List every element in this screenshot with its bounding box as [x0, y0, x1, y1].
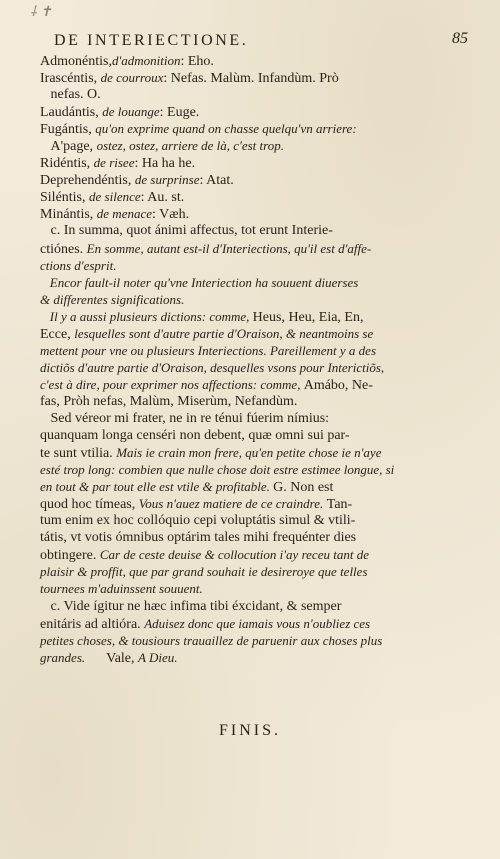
french-gloss: A Dieu. [138, 649, 178, 665]
french-gloss: petites choses, & tousiours trauaillez de paruenir aux choses plus [40, 632, 383, 648]
latin-text: Heus, Heu, Eia, En, [252, 309, 364, 325]
french-gloss: esté trop long: combien que nulle chose doit estre estimee longue, si [40, 462, 395, 478]
french-gloss: de courroux [100, 70, 164, 86]
text-line [40, 137, 468, 154]
text-line [40, 615, 468, 632]
text-line [40, 86, 468, 103]
text-line [40, 240, 468, 257]
french-gloss: Encor fault-il noter qu'vne Interiection ha souuent diuerses [40, 274, 359, 290]
marginal-mark: ⸸ ✝ [30, 5, 52, 20]
french-gloss: d'admonition [111, 53, 181, 68]
text-line [40, 563, 468, 580]
text-line [40, 632, 468, 649]
page-header [44, 30, 472, 54]
latin-text: : Eho. [180, 54, 214, 69]
french-gloss: de louange [102, 104, 160, 120]
french-gloss: mettent pour vne ou plusieurs Interiections. Pareillement y a des [40, 342, 377, 358]
text-line [40, 52, 468, 69]
latin-text: te sunt vtilia. [40, 446, 117, 462]
page-number: 85 [452, 30, 468, 47]
french-gloss: plaisir & proffit, que par grand souhait ie desireroye que telles [40, 564, 368, 580]
french-gloss: dictiõs d'autre partie d'Oraison, desquelles vsons pour Interictiõs, [40, 359, 385, 375]
latin-text: Ridéntis, [40, 156, 94, 172]
french-gloss: grandes. [40, 649, 86, 665]
text-line [40, 325, 468, 342]
latin-text: : Au. st. [140, 190, 185, 206]
latin-text: Amábo, Ne- [303, 377, 373, 393]
latin-text: Irascéntis, [40, 71, 101, 87]
text-line [40, 69, 468, 86]
latin-text: G. Non est [273, 480, 334, 496]
french-gloss: de risee [93, 155, 135, 171]
text-line [40, 308, 468, 325]
french-gloss: de surprinse [134, 172, 200, 188]
latin-text: nefas. O. [40, 87, 101, 103]
latin-text: Sed véreor mi frater, ne in re ténui fúerim nímius: [40, 410, 330, 426]
text-line [40, 359, 468, 376]
text-line [40, 529, 468, 546]
text-line [40, 188, 468, 205]
text-line [40, 410, 468, 427]
latin-text: Tan- [323, 497, 353, 513]
latin-text: : Væh. [152, 207, 190, 223]
latin-text: Ecce, [40, 326, 75, 342]
french-gloss: En somme, autant est-il d'Interiections, qu'il est d'affe- [86, 240, 372, 256]
text-line [40, 495, 468, 512]
text-line [40, 546, 468, 563]
french-gloss: de silence [89, 189, 141, 205]
latin-text: : Euge. [159, 105, 200, 121]
latin-text: ctiónes. [40, 241, 87, 257]
french-gloss: Aduisez donc que iamais vous n'oubliez ces [144, 615, 371, 631]
french-gloss: tournees m'aduinssent souuent. [40, 581, 203, 597]
latin-text: tátis, vt votis ómnibus optárim tales mihi frequénter dies [40, 530, 357, 546]
latin-text: tum enim ex hoc collóquio cepi voluptátis simul & vtili- [40, 513, 356, 529]
latin-text: Siléntis, [40, 190, 90, 206]
text-line [40, 257, 468, 274]
text-line [40, 393, 468, 410]
text-line [40, 598, 468, 615]
body-text [40, 52, 468, 666]
text-line [40, 205, 468, 222]
latin-text: Deprehendéntis, [40, 173, 135, 189]
french-gloss: Mais ie crain mon frere, qu'en petite chose ie n'aye [116, 445, 382, 461]
french-gloss: Vous n'auez matiere de ce craindre. [138, 496, 324, 512]
text-line [40, 222, 468, 239]
text-line [40, 154, 468, 171]
text-line [40, 478, 468, 495]
french-gloss: lesquelles sont d'autre partie d'Oraison, & neantmoins se [74, 325, 374, 341]
text-line [40, 444, 468, 461]
french-gloss: ctions d'esprit. [40, 257, 117, 273]
latin-text: c. Vide ígitur ne hæc infima tibi éxcidant, & semper [40, 598, 342, 614]
french-gloss: Car de ceste deuise & collocution i'ay receu tant de [99, 547, 369, 563]
running-title: DE INTERIECTIONE. [54, 32, 249, 49]
latin-text: obtingere. [40, 548, 100, 564]
finis-ending: FINIS. [218, 722, 281, 739]
latin-text: A'page, [40, 139, 97, 155]
text-line [40, 291, 468, 308]
latin-text: enitáris ad altióra. [40, 616, 145, 632]
latin-text: Admonéntis, [40, 54, 112, 69]
latin-text: quod hoc tímeas, [40, 497, 139, 513]
latin-text: Laudántis, [40, 105, 103, 121]
text-line [40, 427, 468, 444]
text-line [40, 342, 468, 359]
latin-text: : Atat. [199, 173, 234, 189]
text-line [40, 461, 468, 478]
text-line [40, 512, 468, 529]
latin-text: Vale, [85, 650, 139, 666]
french-gloss: ostez, ostez, arriere de là, c'est trop. [96, 138, 284, 154]
latin-text: : Nefas. Malùm. Infandùm. Prò [163, 71, 339, 87]
latin-text: quanquam longa censéri non debent, quæ omni sui par- [40, 428, 350, 444]
latin-text: c. In summa, quot ánimi affectus, tot erunt Interie- [40, 223, 333, 239]
text-line [40, 649, 468, 666]
french-gloss: en tout & par tout elle est vtile & profitable. [40, 479, 274, 495]
french-gloss: de menace [96, 206, 152, 222]
text-line [40, 171, 468, 188]
text-line [40, 274, 468, 291]
latin-text: : Ha ha he. [134, 156, 196, 172]
latin-text: fas, Pròh nefas, Malùm, Miserùm, Nefandùm. [40, 393, 298, 409]
latin-text: Minántis, [40, 207, 97, 223]
french-gloss: qu'on exprime quand on chasse quelqu'vn arriere: [95, 121, 357, 137]
french-gloss: c'est à dire, pour exprimer nos affections: comme, [40, 376, 304, 392]
text-line [40, 103, 468, 120]
text-line [40, 376, 468, 393]
french-gloss: & differentes significations. [40, 291, 185, 307]
text-line [40, 120, 468, 137]
text-line [40, 580, 468, 597]
latin-text: Fugántis, [40, 122, 96, 138]
french-gloss: Il y a aussi plusieurs dictions: comme, [40, 308, 253, 324]
